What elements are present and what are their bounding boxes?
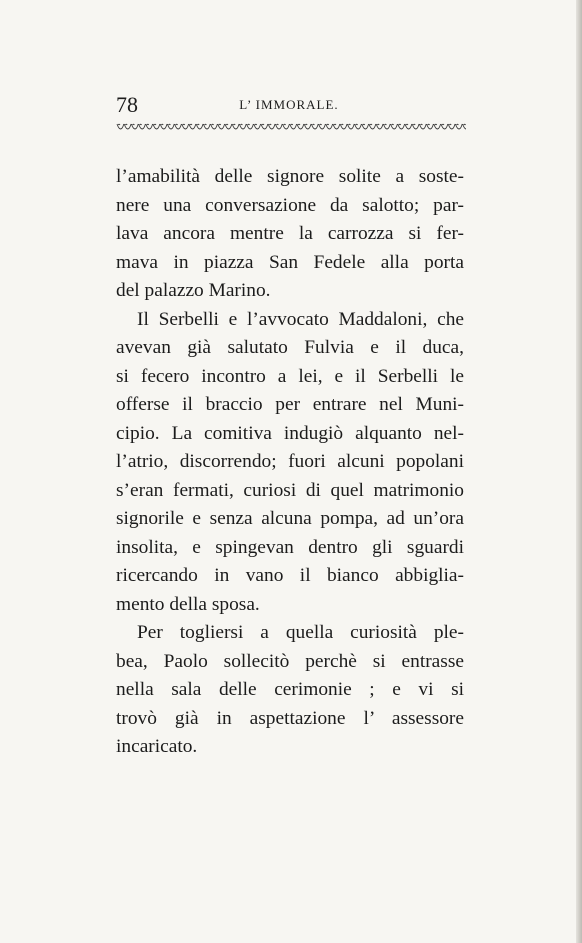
paragraph-3 [116, 619, 464, 762]
text-line: l’amabilità delle signore solite a soste- [116, 166, 464, 187]
text-line: insolita, e spingevan dentro gli sguardi [116, 536, 464, 558]
paragraph-1 [116, 163, 464, 306]
page-header [116, 92, 462, 118]
text-line: s’eran fermati, curiosi di quel matrimonio [116, 479, 464, 501]
text-line: mava in piazza San Fedele alla porta [116, 251, 464, 273]
text-line: incaricato. [116, 736, 198, 757]
text-line: si fecero incontro a lei, e il Serbelli le [116, 365, 464, 387]
text-line: cipio. La comitiva indugiò alquanto nel- [116, 422, 464, 444]
text-line: nella sala delle cerimonie ; e vi si [116, 679, 464, 700]
text-line: nere una conversazione da salotto; par- [116, 194, 464, 216]
text-line: lava ancora mentre la carrozza si fer- [116, 223, 464, 244]
text-line: avevan già salutato Fulvia e il duca, [116, 337, 464, 358]
running-head: L’ IMMORALE. [239, 97, 339, 112]
body-text [116, 163, 464, 762]
page-edge-shadow [576, 0, 582, 943]
decorative-rule [116, 122, 466, 132]
text-line: del palazzo Marino. [116, 280, 271, 301]
text-line: bea, Paolo sollecitò perchè si entrasse [116, 650, 464, 672]
text-line: offerse il braccio per entrare nel Muni- [116, 394, 464, 415]
paragraph-2 [116, 306, 464, 620]
text-line: signorile e senza alcuna pompa, ad un’ora [116, 508, 464, 529]
text-line: l’atrio, discorrendo; fuori alcuni popolani [116, 451, 464, 472]
text-line: trovò già in aspettazione l’ assessore [116, 707, 464, 729]
page-number: 78 [116, 92, 138, 117]
text-line: Il Serbelli e l’avvocato Maddaloni, che [137, 308, 464, 330]
text-line: Per togliersi a quella curiosità ple- [137, 622, 464, 643]
text-line: ricercando in vano il bianco abbiglia- [116, 565, 464, 586]
text-line: mento della sposa. [116, 593, 260, 615]
